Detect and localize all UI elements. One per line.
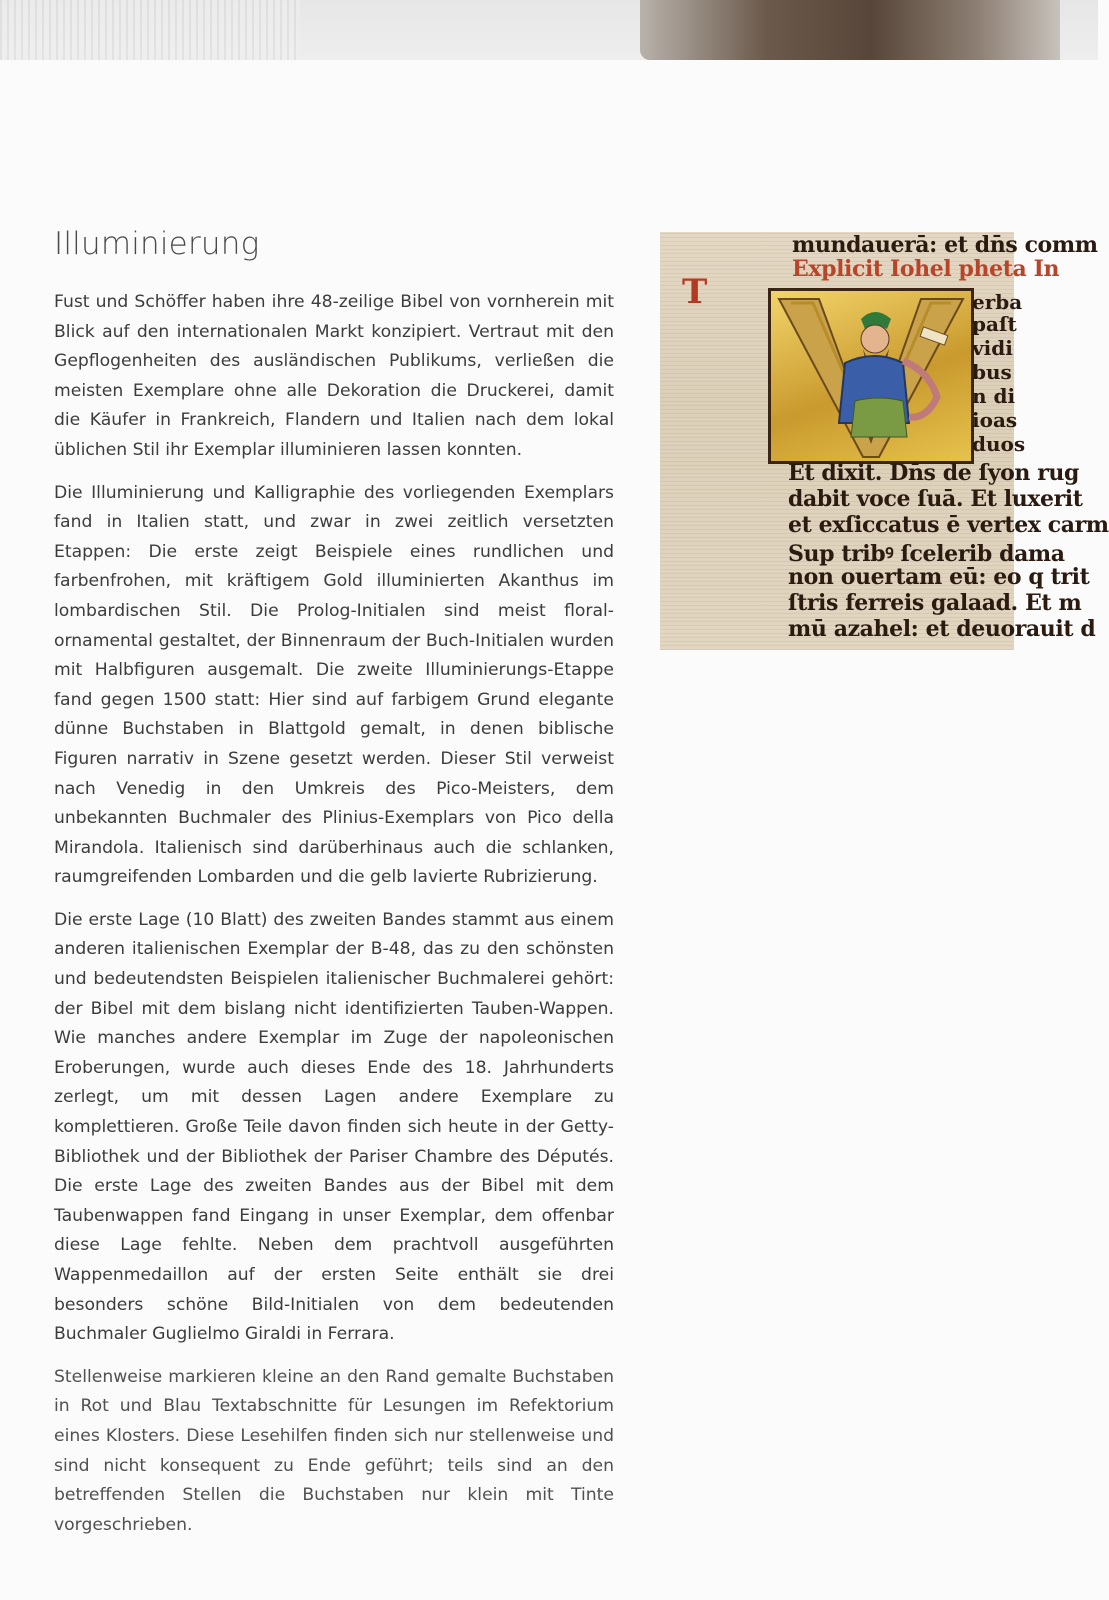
paragraph: Fust und Schöffer haben ihre 48-zeilige Bibel von vornherein mit Blick auf den internationalen Markt konzipiert. Vertraut mit den Gepflogenheiten des ausländischen Publikums, verließen die meisten Exemplare ohne alle Dekoration die Druckerei, damit die Käufer in Frankreich, Flandern und Italien nach dem lokal üblichen Stil ihr Exemplar illuminieren lassen konnten. [54,292,614,460]
paragraph: Stellenweise markieren kleine an den Rand gemalte Buchstaben in Rot und Blau Textabschnitte für Lesungen im Refektorium eines Klosters. Diese Lesehilfen finden sich nur stellenweise und sind nicht konsequent zu Ende geführt; teils sind an den betreffenden Stellen die Buchstaben nur klein mit Tinte vorgeschrieben. [54,1366,614,1535]
manuscript-fragment: erba [972,290,1023,314]
red-initial-letter: T [682,272,708,312]
manuscript-fragment: n di [972,384,1016,408]
manuscript-line: et exſiccatus ē vertex carm [788,512,1109,538]
manuscript-fragment: vidi [972,336,1013,360]
manuscript-line: ſtris ferreis galaad. Et m [788,590,1082,616]
paragraph: Die Illuminierung und Kalligraphie des vorliegenden Exemplars fand in Italien statt, und zwar in zwei zeitlich versetzten Etappen: Die erste zeigt Beispiele eines rundlichen und farbenfrohen, mit kräftigem Gold illuminierten Akanthus im lombardischen Stil. Die Prolog-Initialen sind meist floral-ornamental gestaltet, der Binnenraum der Buch-Initialen wurden mit Halbfiguren ausgemalt. Die zweite Illuminierungs-Etappe fand gegen 1500 statt: Hier sind auf farbigem Grund elegante dünne Buchstaben in Blattgold gemalt, in denen biblische Figuren narrativ in Szene gesetzt werden. Dieser Stil verweist nach Venedig in den Umkreis des Pico-Meisters, dem unbekannten Buchmaler des Plinius-Exemplars von Pico della Mirandola. Italienisch sind darüberhinaus auch die schlanken, raumgreifenden Lombarden und die gelb lavierte Rubrizierung. [54,482,614,888]
manuscript-fragment: paſt [972,312,1017,336]
paragraph: Die erste Lage (10 Blatt) des zweiten Bandes stammt aus einem anderen italienischen Exemplar der B-48, das zu den schönsten und bedeutendsten Beispielen italienischer Buchmalerei gehört: der Bibel mit dem bislang nicht identifizierten Tauben-Wappen. Wie manches andere Exemplar im Zuge der napoleonischen Eroberungen, wurde auch dieses Ende des 18. Jahrhunderts zerlegt, um mit dessen Lagen andere Exemplare zu komplettieren. Große Teile davon finden sich heute in der Getty-Bibliothek und der Bibliothek der Pariser Chambre des Députés. Die erste Lage des zweiten Bandes aus der Bibel mit dem Taubenwappen fand Eingang in unser Exemplar, dem offenbar diese Lage fehlte. Neben dem prachtvoll ausgeführten Wappenmedaillon auf der ersten Seite enthält sie drei besonders schöne Bild-Initialen von dem bedeutenden Buchmaler Guglielmo Giraldi in Ferrara. [54,909,614,1345]
scan-edge-top [0,0,1098,60]
manuscript-fragment: bus [972,360,1012,384]
scan-edge-stripes [0,0,300,60]
manuscript-line: Sup tribꝰ ſcelerib dama [788,541,1065,567]
page-title: Illuminierung [54,226,260,262]
manuscript-line: non ouertam eū: eo q trit [788,564,1090,590]
prophet-figure-illustration [771,291,971,461]
manuscript-fragment: ioas [972,408,1018,432]
manuscript-rubric-line: Explicit Iohel pheta In [792,256,1060,282]
manuscript-line: Et dixit. Dn̄s de ſyon rug [788,460,1079,486]
manuscript-illustration [660,232,1109,650]
manuscript-line: mundauerā: et dn̄s comm [792,232,1098,258]
manuscript-fragment: duos [972,432,1026,456]
article-body [54,288,614,1553]
manuscript-line: mū azahel: et deuorauit d [788,616,1096,642]
illuminated-initial-v [768,288,974,464]
manuscript-line: dabit voce ſuā. Et luxerit [788,486,1083,512]
scan-edge-shadow [640,0,1060,60]
